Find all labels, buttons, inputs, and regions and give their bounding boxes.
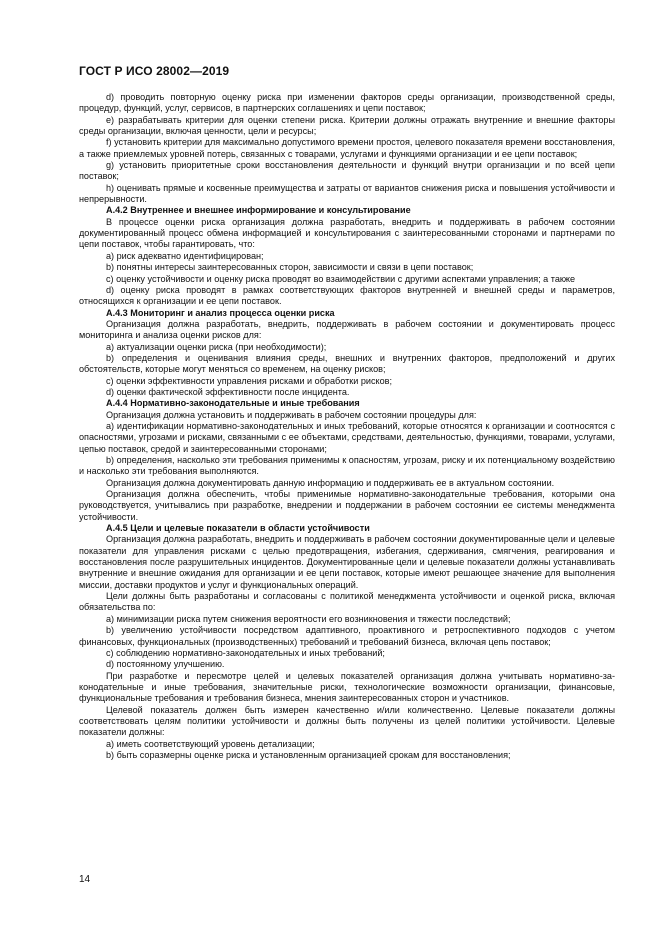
paragraph: При разработке и пересмотре целей и целевых показателей организация должна учитывать нормативно-законодательные и иные требования, значительные риски, технологические возможности организации, финансовые, функциональные требования и требования бизнеса, мнения заинтересованных сторон и участников. — [79, 670, 615, 704]
paragraph: d) постоянному улучшению. — [106, 659, 225, 670]
paragraph: Организация должна установить и поддерживать в рабочем состоянии процедуры для: — [106, 409, 477, 420]
paragraph: Организация должна разработать, внедрить, поддерживать в рабочем состоянии и документировать процесс мониторинга и анализа оценки рисков для: — [79, 318, 615, 341]
body-text — [79, 92, 615, 761]
paragraph: Организация должна разработать, внедрить и поддерживать в рабочем состоянии документированные цели и целевые показатели для управления рисками с целью предотвращения, избегания, сдерживания, смягчения, реагирования и восстановления после разрушительных инцидентов. Документированные цели и целевые показатели должны устанавливать внутренние и внешние ожидания для организации и ее цепи поставок, которые имеют решающее значение для выполнения миссии, доставки продуктов и услуг и функциональных операций. — [79, 534, 615, 590]
paragraph: b) быть соразмерны оценке риска и установленным организацией срокам для восстановления; — [106, 749, 511, 760]
section-heading: А.4.3 Мониторинг и анализ процесса оценки риска — [106, 307, 335, 318]
paragraph: Организация должна документировать данную информацию и поддерживать ее в актуальном состоянии. — [106, 477, 555, 488]
section-heading: А.4.2 Внутреннее и внешнее информирование и консультирование — [106, 205, 411, 216]
paragraph: b) определения и оценивания влияния среды, внешних и внутренних факторов, предположений и других обстоятельств, которые могут меняться со временем, на оценку рисков; — [79, 352, 615, 375]
paragraph: a) риск адекватно идентифицирован; — [106, 250, 264, 261]
page-number: 14 — [79, 874, 91, 885]
paragraph: В процессе оценки риска организация должна разработать, внедрить и поддерживать в рабочем состоянии документированный процесс обмена информацией и консультирования с заинтересованными сторонами и партнерами по цепи поставок, чтобы гарантировать, что: — [79, 216, 615, 250]
paragraph: h) оценивать прямые и косвенные преимущества и затраты от вариантов снижения риска и повышения устойчивости и непрерывности. — [79, 182, 615, 205]
section-heading: А.4.4 Нормативно-законодательные и иные требования — [106, 398, 360, 409]
paragraph: g) установить приоритетные сроки восстановления деятельности и функций внутри организации и по всей цепи поставок; — [79, 160, 615, 182]
section-heading: А.4.5 Цели и целевые показатели в области устойчивости — [106, 523, 370, 534]
paragraph: c) оценку устойчивости и оценку риска проводят во взаимодействии с другими аспектами управления; а также — [106, 273, 575, 284]
paragraph: f) установить критерии для максимально допустимого времени простоя, целевого показателя времени восстановления, а также приемлемых уровней потерь, связанных с товарами, услугами и функциями организации и ее цепи поставок; — [79, 137, 615, 159]
paragraph: Целевой показатель должен быть измерен качественно и/или количественно. Целевые показатели должны соответствовать целям политики устойчивости и должны быть получены из целей политики устойчивости. Целевые показатели должны: — [79, 704, 615, 738]
paragraph: a) актуализации оценки риска (при необходимости); — [106, 341, 327, 352]
paragraph: b) увеличению устойчивости посредством адаптивного, проактивного и ретроспективного подходов с учетом финансовых, функциональных (производственных) требований и требований бизнеса, включая цепь поставок; — [79, 625, 615, 647]
paragraph: a) иметь соответствующий уровень детализации; — [106, 738, 315, 749]
document-header: ГОСТ Р ИСО 28002—2019 — [79, 64, 230, 78]
paragraph: c) соблюдению нормативно-законодательных и иных требований; — [106, 647, 385, 658]
paragraph: e) разрабатывать критерии для оценки степени риска. Критерии должны отражать внутренние и внешние факторы среды организации, включая ценности, цели и ресурсы; — [79, 114, 615, 137]
paragraph: d) оценку риска проводят в рамках соответствующих факторов внутренней и внешней среды и параметров, относящихся к организации и ее цепи поставок. — [79, 284, 615, 307]
paragraph: b) определения, насколько эти требования применимы к опасностям, угрозам, риску и их потенциальному воздействию и насколько эти требования выполняются. — [79, 455, 615, 477]
paragraph: c) оценки эффективности управления рисками и обработки рисков; — [106, 375, 393, 386]
paragraph: d) оценки фактической эффективности после инцидента. — [106, 386, 350, 397]
paragraph: a) идентификации нормативно-законодательных и иных требований, которые относятся к организации и соотносятся с опасностями, угрозами и рисками, связанными с ее объектами, средствами, деятельностью, функциями, товарами, услугами, цепью поставок, средой и заинтересованными сторонами; — [79, 420, 615, 454]
paragraph: Организация должна обеспечить, чтобы применимые нормативно-законодательные требования, которыми она руководствуется, учитывались при разработке, внедрении и поддержании в рабочем состоянии ее системы менеджмента устойчивости. — [79, 489, 615, 522]
paragraph: Цели должны быть разработаны и согласованы с политикой менеджмента устойчивости и оценкой риска, включая обязательства по: — [79, 591, 615, 613]
paragraph: a) минимизации риска путем снижения вероятности его возникновения и тяжести последствий; — [106, 613, 511, 624]
paragraph: b) понятны интересы заинтересованных сторон, зависимости и связи в цепи поставок; — [106, 262, 474, 273]
paragraph: d) проводить повторную оценку риска при изменении факторов среды организации, производственной среды, процедур, функций, услуг, сервисов, в партнерских соглашениях и цепи поставок; — [79, 92, 615, 114]
